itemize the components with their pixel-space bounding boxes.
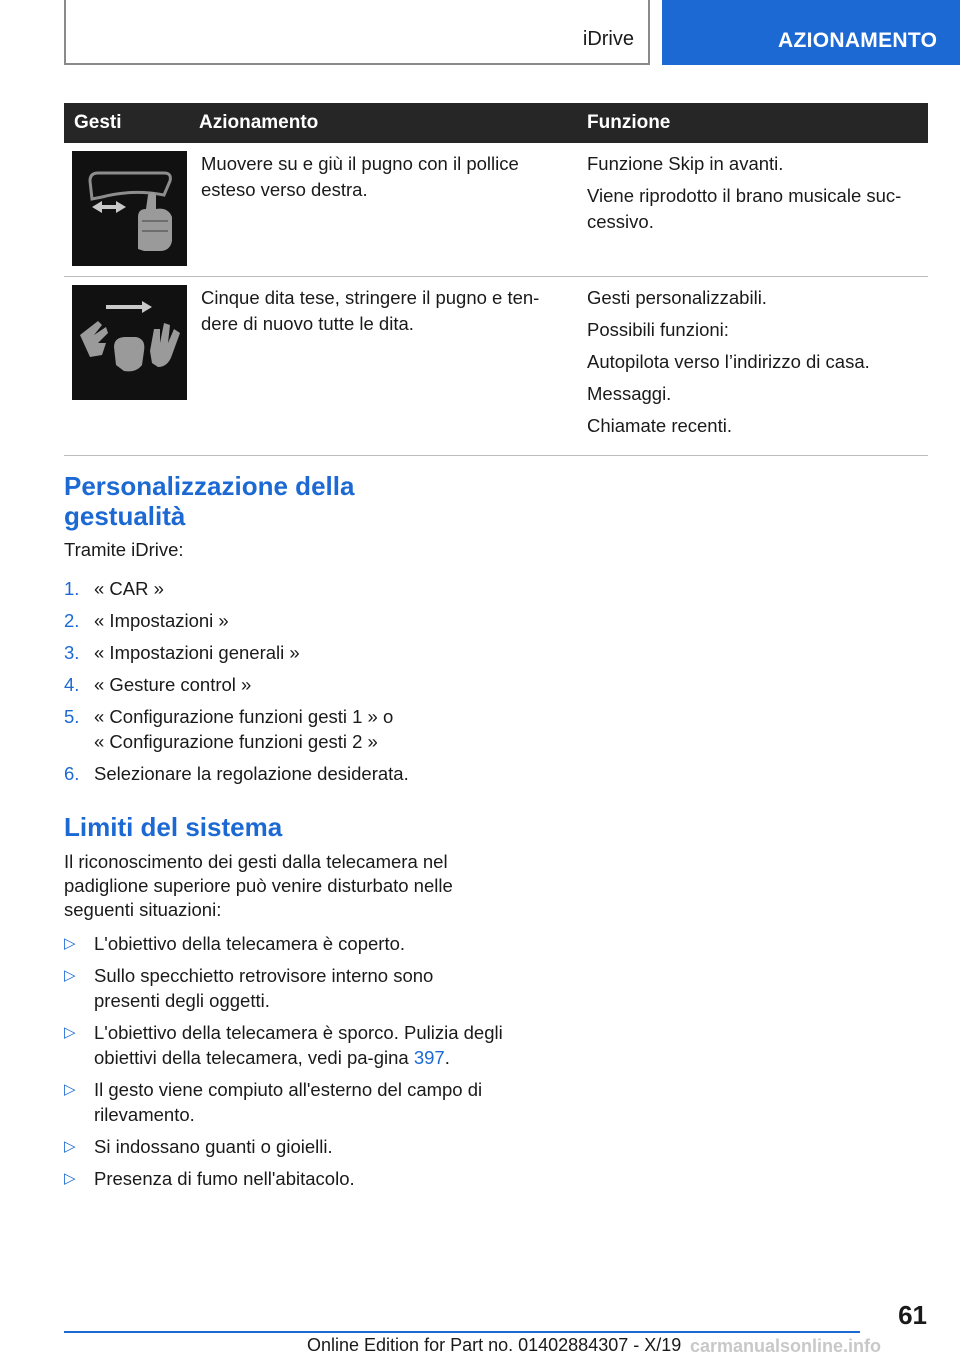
funzione-cell bbox=[577, 277, 928, 456]
section-heading-personalizzazione bbox=[64, 471, 354, 531]
steps-list bbox=[64, 576, 504, 793]
step-number: 3. bbox=[64, 642, 80, 663]
funzione-text: Possibili funzioni: bbox=[587, 319, 729, 340]
header-chapter-tab bbox=[662, 0, 960, 65]
funzione-text: Chiamate recenti. bbox=[587, 415, 732, 436]
bullet-text: L'obiettivo della telecamera è coperto. bbox=[94, 933, 406, 954]
step-text: « Impostazioni generali » bbox=[94, 642, 300, 663]
section-intro: Tramite iDrive: bbox=[64, 539, 184, 560]
bullet-text: L'obiettivo della telecamera è sporco. Pulizia degli obiettivi della telecamera, vedi pa-gina bbox=[94, 1022, 503, 1068]
header-box bbox=[64, 0, 650, 65]
table-header-row bbox=[64, 103, 928, 143]
bullet-suffix: . bbox=[444, 1047, 450, 1068]
step-text: « Configurazione funzioni gesti 1 » o bbox=[94, 706, 394, 727]
triangle-right-icon: ▷ bbox=[64, 1081, 76, 1098]
list-item bbox=[64, 640, 504, 665]
footer-divider bbox=[64, 1331, 860, 1333]
step-text: Selezionare la regolazione desiderata. bbox=[94, 763, 409, 784]
funzione-text: Gesti personalizzabili. bbox=[587, 287, 767, 308]
step-number: 6. bbox=[64, 763, 80, 784]
funzione-text: Funzione Skip in avanti. bbox=[587, 153, 784, 174]
table-row bbox=[64, 143, 928, 277]
funzione-text: Autopilota verso l’indirizzo di casa. bbox=[587, 351, 870, 372]
list-item bbox=[64, 608, 504, 633]
step-text: « Impostazioni » bbox=[94, 610, 229, 631]
list-item bbox=[64, 963, 504, 1013]
gesture-image-cell bbox=[64, 277, 189, 456]
triangle-right-icon: ▷ bbox=[64, 967, 76, 984]
funzione-text: Viene riprodotto il brano musicale suc-cessivo. bbox=[587, 185, 902, 232]
bullet-text: Si indossano guanti o gioielli. bbox=[94, 1136, 333, 1157]
step-number: 5. bbox=[64, 706, 80, 727]
list-item bbox=[64, 1134, 504, 1159]
heading-line: gestualità bbox=[64, 501, 186, 531]
column-header-funzione: Funzione bbox=[577, 103, 928, 143]
triangle-right-icon: ▷ bbox=[64, 1024, 76, 1041]
header-chapter-label: AZIONAMENTO bbox=[778, 29, 938, 52]
section-heading-limiti: Limiti del sistema bbox=[64, 812, 283, 842]
gesture-skip-forward-image bbox=[72, 151, 187, 266]
bullet-text: Sullo specchietto retrovisore interno sono presenti degli oggetti. bbox=[94, 965, 434, 1011]
column-header-azionamento: Azionamento bbox=[189, 103, 577, 143]
bullet-text: Il gesto viene compiuto all'esterno del campo di rilevamento. bbox=[94, 1079, 483, 1125]
watermark: carmanualsonline.info bbox=[690, 1336, 882, 1356]
list-item bbox=[64, 1166, 504, 1191]
header-section-label: iDrive bbox=[582, 28, 634, 50]
step-number: 4. bbox=[64, 674, 80, 695]
page-number: 61 bbox=[898, 1300, 927, 1330]
triangle-right-icon: ▷ bbox=[64, 1170, 76, 1187]
page-reference-link[interactable]: 397 bbox=[413, 1047, 445, 1068]
heading-line: Personalizzazione della bbox=[64, 471, 355, 501]
step-text: « CAR » bbox=[94, 578, 164, 599]
limits-list bbox=[64, 931, 504, 1198]
list-item bbox=[64, 761, 504, 786]
footer-edition-text: Online Edition for Part no. 01402884307 - X/19 bbox=[307, 1335, 682, 1355]
triangle-right-icon: ▷ bbox=[64, 1138, 76, 1155]
gesture-five-fingers-image bbox=[72, 285, 187, 400]
funzione-cell bbox=[577, 143, 928, 277]
step-text: « Configurazione funzioni gesti 2 » bbox=[94, 731, 378, 752]
gesture-table bbox=[64, 103, 928, 456]
list-item bbox=[64, 672, 504, 697]
triangle-right-icon: ▷ bbox=[64, 935, 76, 952]
azionamento-cell: Muovere su e giù il pugno con il pollice esteso verso destra. bbox=[189, 143, 577, 277]
step-number: 2. bbox=[64, 610, 80, 631]
table-row bbox=[64, 277, 928, 456]
list-item bbox=[64, 1020, 504, 1070]
funzione-text: Messaggi. bbox=[587, 383, 672, 404]
section-intro: Il riconoscimento dei gesti dalla telecamera nel padiglione superiore può venire disturbato nelle seguenti situazioni: bbox=[64, 851, 453, 920]
column-header-gesti: Gesti bbox=[64, 103, 189, 143]
list-item bbox=[64, 576, 504, 601]
list-item bbox=[64, 704, 504, 754]
gesture-image-cell bbox=[64, 143, 189, 277]
azionamento-cell: Cinque dita tese, stringere il pugno e ten-dere di nuovo tutte le dita. bbox=[189, 277, 577, 456]
list-item bbox=[64, 931, 504, 956]
step-text: « Gesture control » bbox=[94, 674, 252, 695]
list-item bbox=[64, 1077, 504, 1127]
bullet-text: Presenza di fumo nell'abitacolo. bbox=[94, 1168, 355, 1189]
step-number: 1. bbox=[64, 578, 80, 599]
